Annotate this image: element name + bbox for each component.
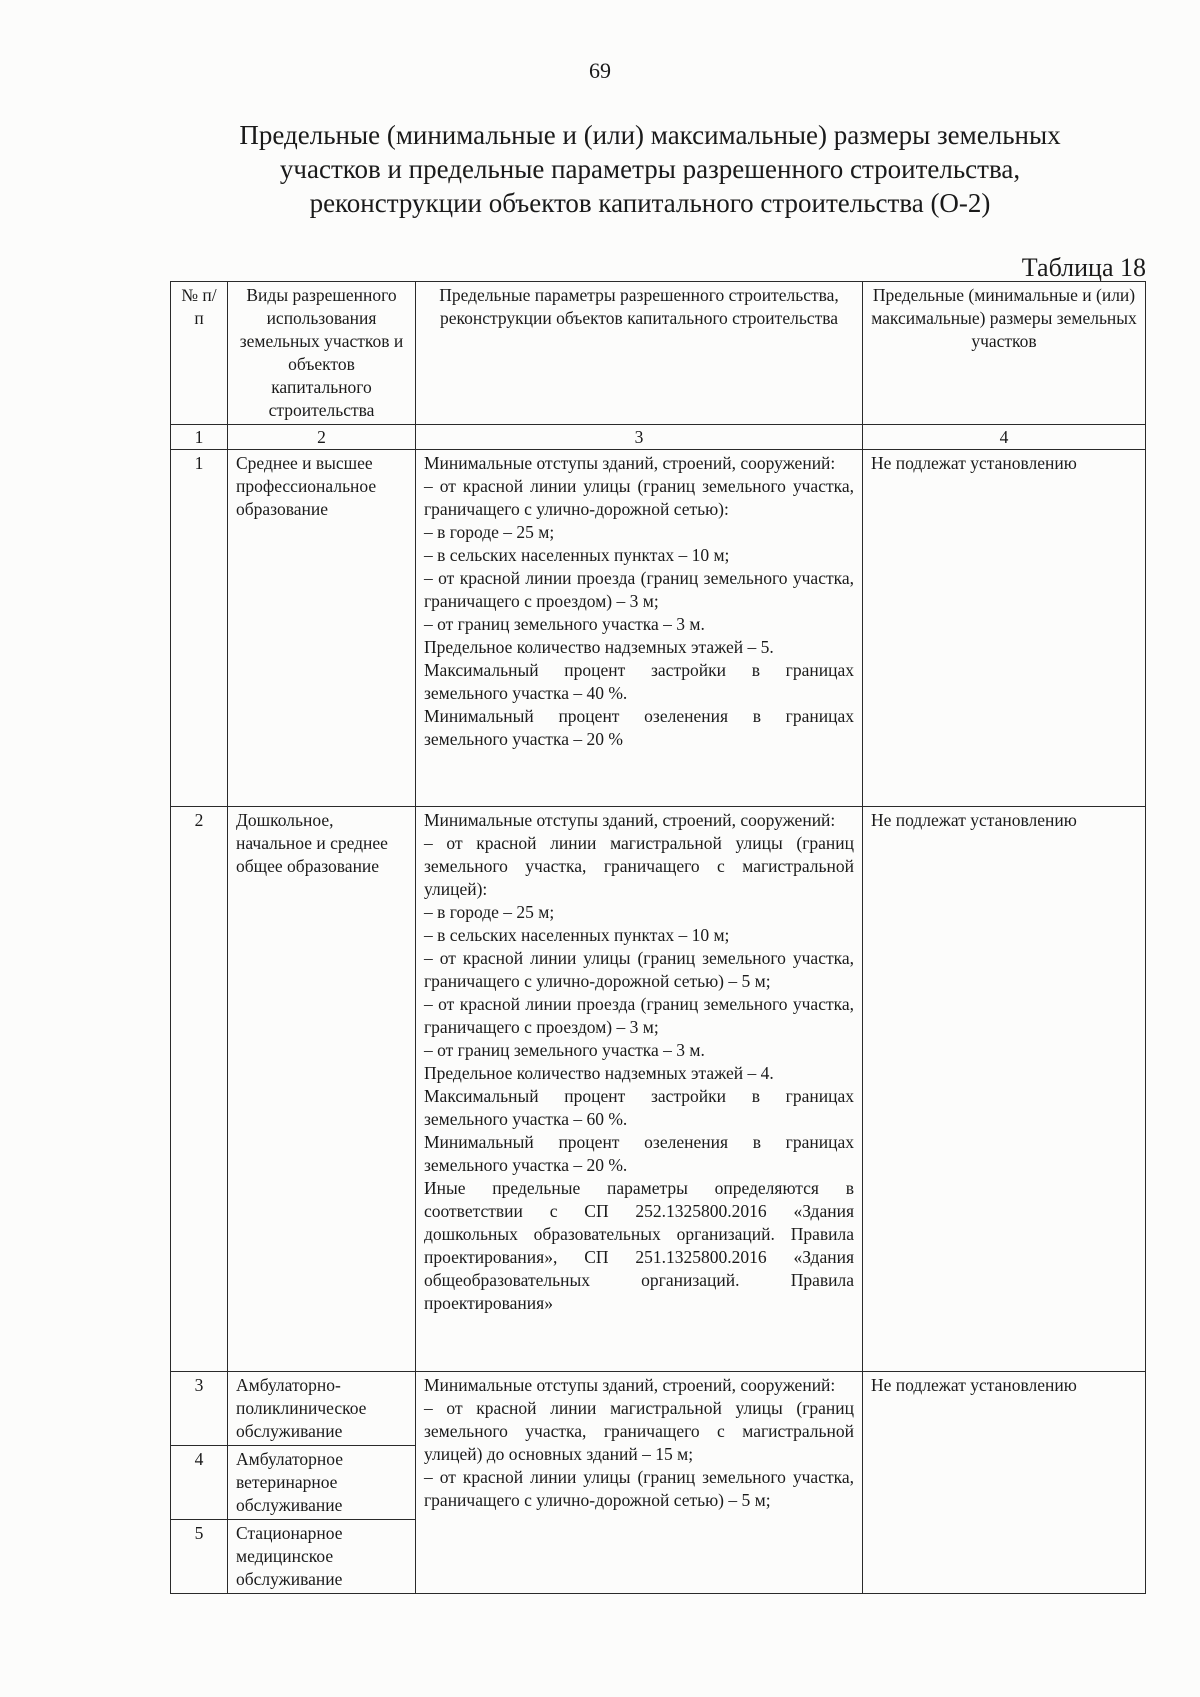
row-parameters [416,1372,863,1594]
table-caption: Таблица 18 [1021,253,1146,282]
header-number: № п/п [171,282,228,425]
column-number: 3 [416,425,863,450]
column-number: 1 [171,425,228,450]
parameter-line: Минимальный процент озеленения в границах земельного участка – 20 %. [424,1132,854,1175]
parameter-line: Минимальные отступы зданий, строений, сооружений: [424,453,836,473]
parameter-line: – от границ земельного участка – 3 м. [424,1040,705,1060]
row-use-type: Стационарное медицинское обслуживание [228,1520,416,1594]
parameter-line: – от красной линии магистральной улицы (границ земельного участка, граничащего с магистральной улицей) до основных зданий – 15 м; [424,1398,854,1464]
parameter-line: Минимальные отступы зданий, строений, сооружений: [424,810,836,830]
parameter-line: – от красной линии улицы (границ земельного участка, граничащего с улично-дорожной сетью): [424,476,854,519]
document-title [150,118,1150,220]
table-row [171,450,1146,807]
column-number: 4 [863,425,1146,450]
row-parameters [416,450,863,807]
parameter-line: – от красной линии улицы (границ земельного участка, граничащего с улично-дорожной сетью) – 5 м; [424,948,854,991]
parameter-line: Максимальный процент застройки в границах земельного участка – 40 %. [424,660,854,703]
parameter-line: – от красной линии улицы (границ земельного участка, граничащего с улично-дорожной сетью) – 5 м; [424,1467,854,1510]
parameter-line: Минимальный процент озеленения в границах земельного участка – 20 % [424,706,854,749]
parameter-line: Минимальные отступы зданий, строений, сооружений: [424,1375,836,1395]
parameter-line: – в городе – 25 м; [424,902,555,922]
column-number-row [171,425,1146,450]
header-parameters: Предельные параметры разрешенного строительства, реконструкции объектов капитального строительства [416,282,863,425]
row-number: 5 [171,1520,228,1594]
row-plot-sizes: Не подлежат установлению [863,1372,1146,1594]
row-plot-sizes: Не подлежат установлению [863,450,1146,807]
title-line: реконструкции объектов капитального строительства (О-2) [309,188,991,218]
row-number: 4 [171,1446,228,1520]
page-number: 69 [589,58,611,83]
parameter-line: Максимальный процент застройки в границах земельного участка – 60 %. [424,1086,854,1129]
header-plot-sizes: Предельные (минимальные и (или) максимальные) размеры земельных участков [863,282,1146,425]
parameter-line: Предельное количество надземных этажей – 5. [424,637,774,657]
title-line: участков и предельные параметры разрешенного строительства, [279,154,1021,184]
title-line: Предельные (минимальные и (или) максимальные) размеры земельных [239,120,1061,150]
regulations-table [170,281,1146,1594]
parameter-line: – в городе – 25 м; [424,522,555,542]
row-number: 3 [171,1372,228,1446]
parameter-line: Иные предельные параметры определяются в соответствии с СП 252.1325800.2016 «Здания дошкольных образовательных организаций. Правила проектирования», СП 251.1325800.2016 «Здания общеобразовательных организаций. Правила проектирования» [424,1178,854,1313]
table-row [171,807,1146,1372]
row-use-type: Амбулаторное ветеринарное обслуживание [228,1446,416,1520]
row-number: 2 [171,807,228,1372]
row-use-type: Среднее и высшее профессиональное образование [228,450,416,807]
parameter-line: – от границ земельного участка – 3 м. [424,614,705,634]
row-plot-sizes: Не подлежат установлению [863,807,1146,1372]
parameter-line: Предельное количество надземных этажей – 4. [424,1063,774,1083]
row-parameters [416,807,863,1372]
column-number: 2 [228,425,416,450]
table-row [171,1372,1146,1446]
parameter-line: – от красной линии проезда (границ земельного участка, граничащего с проездом) – 3 м; [424,994,854,1037]
parameter-line: – от красной линии проезда (границ земельного участка, граничащего с проездом) – 3 м; [424,568,854,611]
parameter-line: – от красной линии магистральной улицы (границ земельного участка, граничащего с магистральной улицей): [424,833,854,899]
header-use-type: Виды разрешенного использования земельных участков и объектов капитального строительства [228,282,416,425]
row-number: 1 [171,450,228,807]
table-header-row [171,282,1146,425]
row-use-type: Дошкольное, начальное и среднее общее образование [228,807,416,1372]
parameter-line: – в сельских населенных пунктах – 10 м; [424,925,730,945]
parameter-line: – в сельских населенных пунктах – 10 м; [424,545,730,565]
row-use-type: Амбулаторно-поликлиническое обслуживание [228,1372,416,1446]
